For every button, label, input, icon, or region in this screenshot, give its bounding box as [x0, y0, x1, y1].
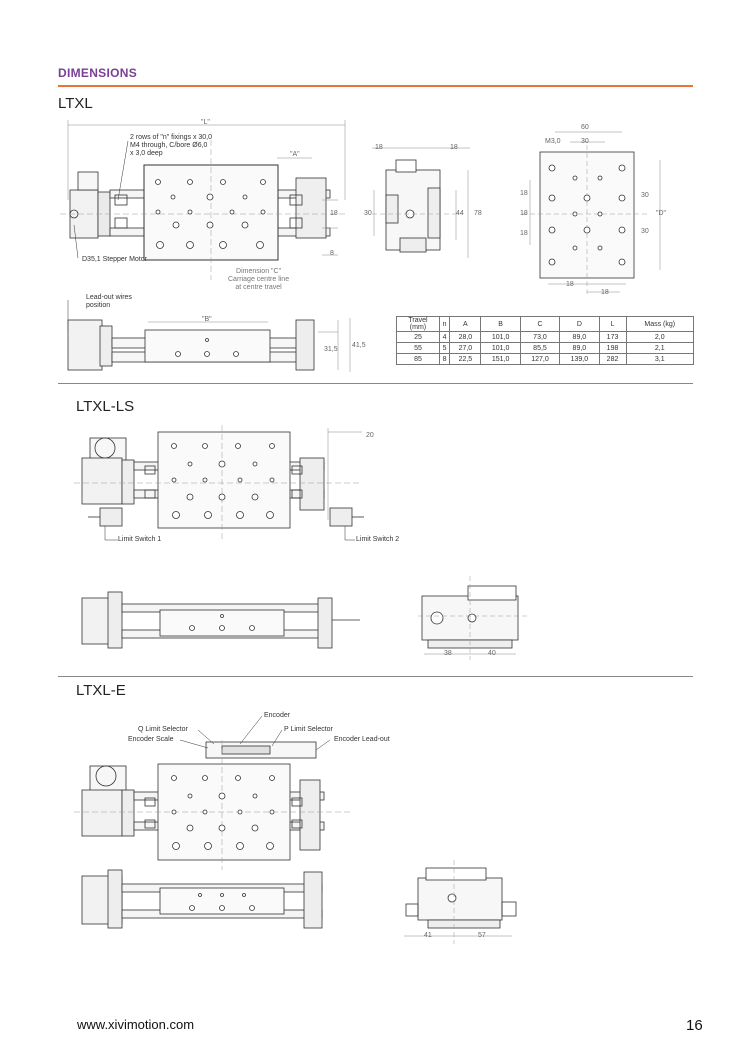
p-limit-selector-label: P Limit Selector: [284, 726, 333, 733]
encoder-scale-label: Encoder Scale: [128, 736, 174, 743]
leadout-wires-label: Lead-out wires position: [86, 294, 132, 309]
table-cell: 85,5: [520, 343, 559, 354]
table-cell: 89,0: [560, 332, 599, 343]
table-cell: 2,0: [626, 332, 694, 343]
plate-dim-30b: 30: [641, 228, 649, 235]
fixings-label: 2 rows of "n" fixings x 30,0 M4 through, C/bore Ø6,0 x 3,0 deep: [130, 134, 213, 157]
table-cell: 101,0: [481, 332, 520, 343]
plate-dim-18b: 18: [520, 210, 528, 217]
table-cell: 4: [439, 332, 449, 343]
limit-switch-1-label: Limit Switch 1: [118, 536, 162, 543]
table-header: B: [481, 317, 520, 332]
plate-dim-m3: M3,0: [545, 138, 561, 145]
e-dim-41: 41: [424, 932, 432, 939]
end-view-dim-18b: 18: [450, 144, 458, 151]
dimension-c-label: Dimension "C" Carriage centre line at centre travel: [228, 268, 290, 291]
q-limit-selector-label: Q Limit Selector: [138, 726, 188, 733]
table-cell: 27,0: [450, 343, 481, 354]
section-title-ltxl-e: LTXL-E: [76, 682, 126, 699]
plate-dim-18d: 18: [566, 281, 574, 288]
page-number: 16: [686, 1017, 703, 1034]
table-cell: 3,1: [626, 354, 694, 365]
table-cell: 2,1: [626, 343, 694, 354]
end-view-dim-44: 44: [456, 210, 464, 217]
page-header-title: DIMENSIONS: [58, 66, 138, 80]
table-header: D: [560, 317, 599, 332]
table-cell: 5: [439, 343, 449, 354]
table-cell: 139,0: [560, 354, 599, 365]
table-cell: 25: [397, 332, 440, 343]
section-title-ltxl: LTXL: [58, 95, 93, 112]
dim-8-label: 8: [330, 250, 334, 257]
table-cell: 8: [439, 354, 449, 365]
table-header: Mass (kg): [626, 317, 694, 332]
end-view-dim-78: 78: [474, 210, 482, 217]
table-cell: 173: [599, 332, 626, 343]
plate-dim-30: 30: [581, 138, 589, 145]
table-header: C: [520, 317, 559, 332]
dim-41-5-label: 41,5: [352, 342, 366, 349]
ls-dim-20: 20: [366, 432, 374, 439]
limit-switch-2-label: Limit Switch 2: [356, 536, 400, 543]
stepper-motor-label: D35,1 Stepper Motor: [82, 256, 147, 263]
ls-dim-38: 38: [444, 650, 452, 657]
encoder-label: Encoder: [264, 712, 291, 719]
table-cell: 22,5: [450, 354, 481, 365]
table-header: L: [599, 317, 626, 332]
plate-dim-30a: 30: [641, 192, 649, 199]
ls-dim-40: 40: [488, 650, 496, 657]
end-view-dim-30: 30: [364, 210, 372, 217]
dim-L-label: "L": [201, 119, 210, 126]
table-cell: 282: [599, 354, 626, 365]
table-header: Travel (mm): [397, 317, 440, 332]
table-cell: 55: [397, 343, 440, 354]
table-header: A: [450, 317, 481, 332]
footer-website-link[interactable]: www.xivimotion.com: [77, 1017, 195, 1032]
plate-dim-18a: 18: [520, 190, 528, 197]
table-cell: 127,0: [520, 354, 559, 365]
table-cell: 101,0: [481, 343, 520, 354]
dim-31-5-label: 31,5: [324, 346, 338, 353]
section-title-ltxl-ls: LTXL-LS: [76, 398, 135, 415]
table-cell: 89,0: [560, 343, 599, 354]
dim-B-label: "B": [202, 316, 212, 323]
plate-dim-60: 60: [581, 124, 589, 131]
end-view-dim-18a: 18: [375, 144, 383, 151]
dim-18-label: 18: [330, 210, 338, 217]
plate-dim-D: "D": [656, 210, 667, 217]
table-cell: 73,0: [520, 332, 559, 343]
e-dim-57: 57: [478, 932, 486, 939]
table-cell: 85: [397, 354, 440, 365]
table-cell: 28,0: [450, 332, 481, 343]
table-header: n: [439, 317, 449, 332]
plate-dim-18e: 18: [601, 289, 609, 296]
table-cell: 198: [599, 343, 626, 354]
dim-A-label: "A": [290, 151, 300, 158]
table-cell: 151,0: [481, 354, 520, 365]
encoder-leadout-label: Encoder Lead-out: [334, 736, 390, 743]
plate-dim-18c: 18: [520, 230, 528, 237]
